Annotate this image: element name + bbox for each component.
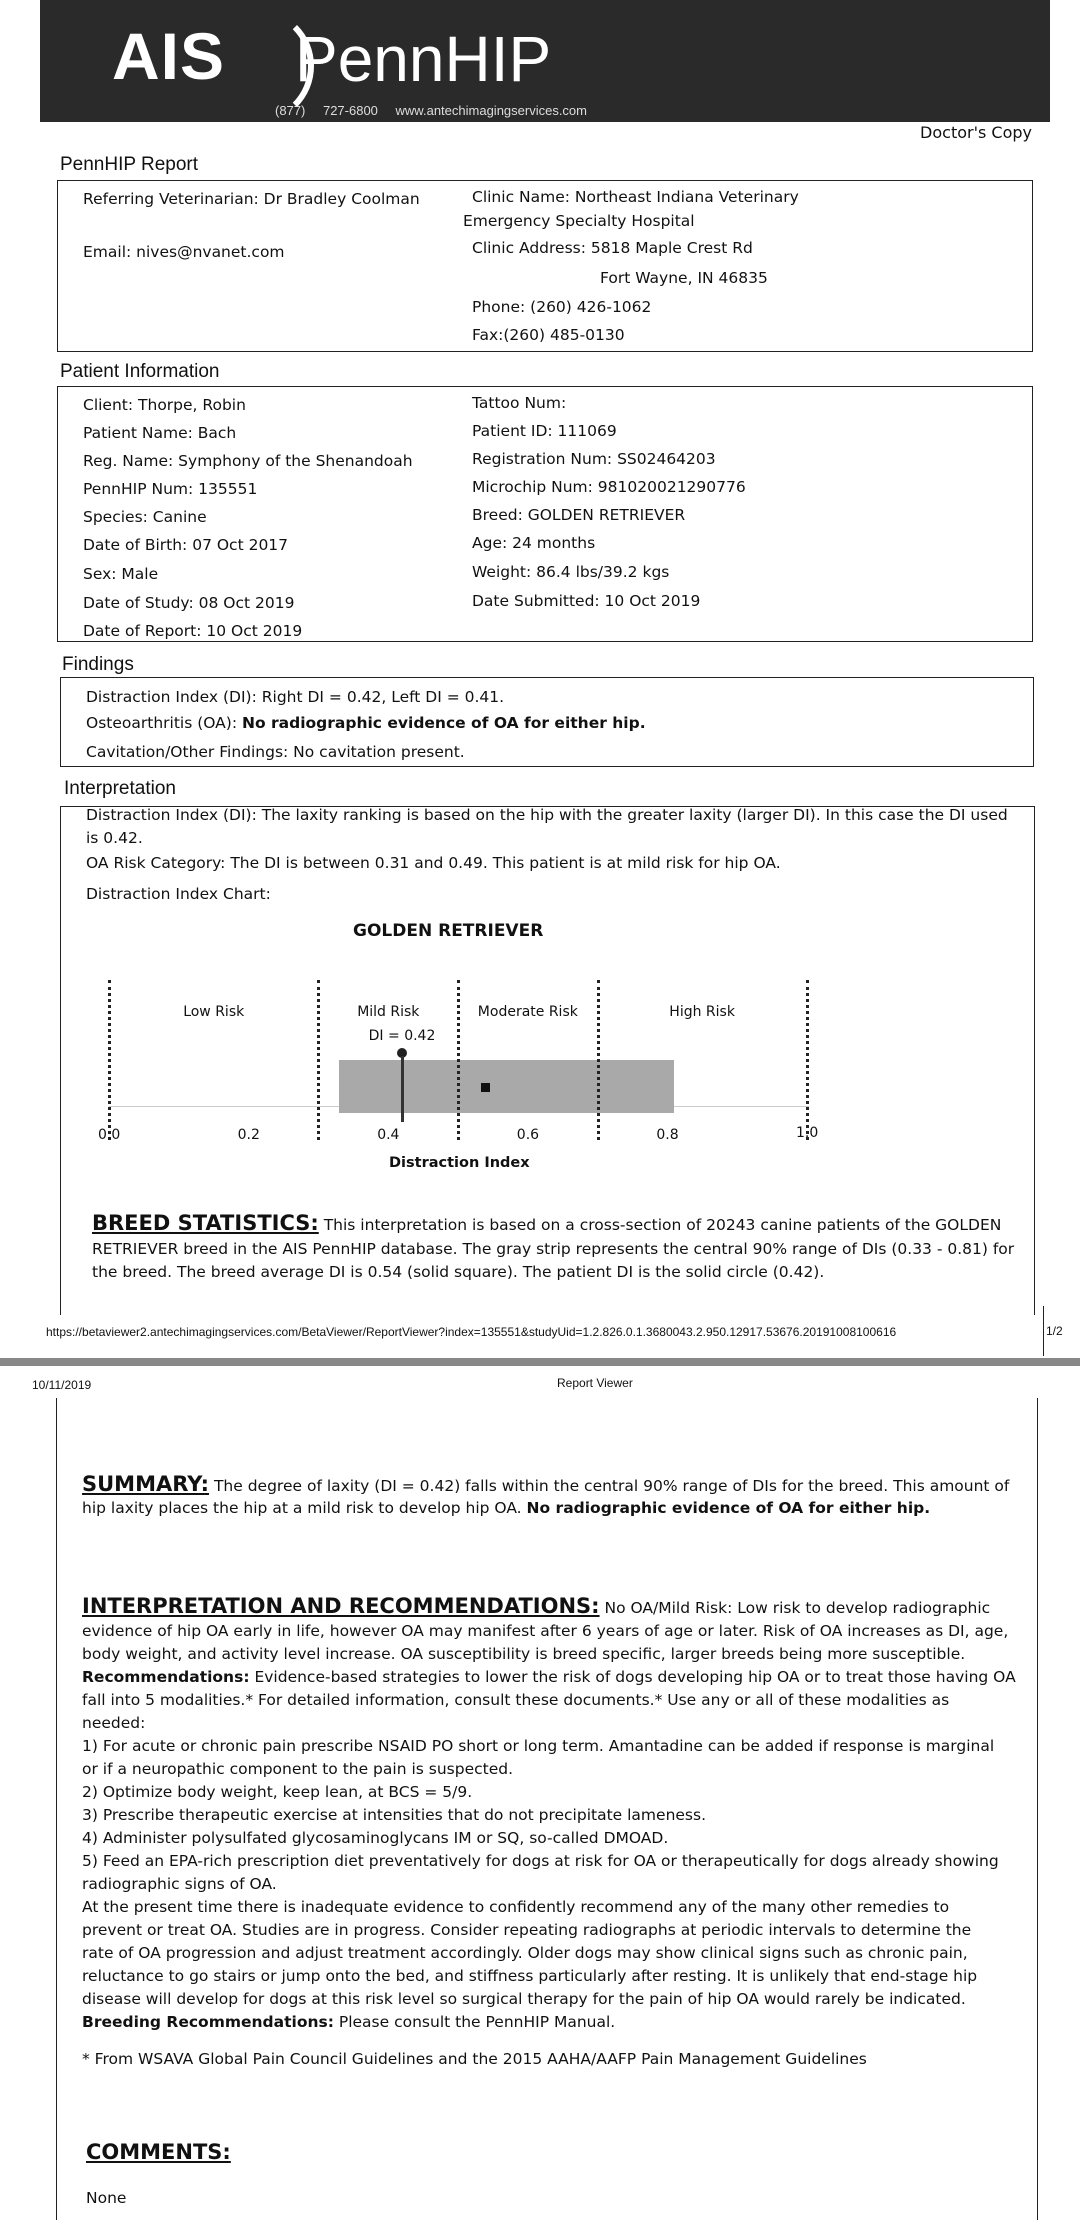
page1-number: 1/2 [1046, 1324, 1063, 1338]
patient-info-title: Patient Information [60, 361, 220, 382]
x-tick: 0.4 [377, 1127, 400, 1143]
chart-title: GOLDEN RETRIEVER [353, 921, 544, 941]
findings-cavitation: Cavitation/Other Findings: No cavitation present. [86, 743, 465, 761]
clinic-name: Clinic Name: Northeast Indiana Veterinary [472, 188, 799, 206]
rec-line: disease will develop for dogs at this risk level so surgical therapy for the pain of hip OA would rarely be indicated. [82, 1990, 966, 2008]
findings-oa-label: Osteoarthritis (OA): [86, 714, 242, 732]
footnote: * From WSAVA Global Pain Council Guidelines and the 2015 AAHA/AAFP Pain Management Guidelines [82, 2050, 867, 2068]
page-separator [0, 1358, 1080, 1366]
date-of-birth: Date of Birth: 07 Oct 2017 [83, 536, 289, 554]
findings-title: Findings [62, 654, 134, 675]
rec-item-4: 4) Administer polysulfated glycosaminoglycans IM or SQ, so-called DMOAD. [82, 1829, 669, 1847]
rec-item-1: 1) For acute or chronic pain prescribe NSAID PO short or long term. Amantadine can be added if response is marginal [82, 1737, 995, 1755]
interp-chart-label: Distraction Index Chart: [86, 885, 271, 903]
summary-line2: hip laxity places the hip at a mild risk to develop hip OA. [82, 1499, 527, 1517]
breed-stats-heading: BREED STATISTICS: [92, 1211, 319, 1235]
patient-di-label: DI = 0.42 [368, 1028, 436, 1044]
summary [82, 1474, 1022, 1517]
zone-label-mild: Mild Risk [357, 1004, 420, 1020]
microchip-num: Microchip Num: 981020021290776 [472, 478, 746, 496]
x-tick: 1.0 [796, 1125, 819, 1141]
summary-heading: SUMMARY: [82, 1472, 210, 1496]
zone-label-high: High Risk [669, 1004, 735, 1020]
comments-value: None [86, 2189, 127, 2207]
page2-left-border [56, 1398, 57, 2220]
rec-item-1-cont: or if a neuropathic component to the pain is suspected. [82, 1760, 514, 1778]
breed: Breed: GOLDEN RETRIEVER [472, 506, 686, 524]
rec-recommendations-label: Recommendations: [82, 1668, 250, 1686]
clinic-address: Clinic Address: 5818 Maple Crest Rd [472, 239, 753, 257]
weight: Weight: 86.4 lbs/39.2 kgs [472, 563, 670, 581]
report-title: PennHIP Report [60, 154, 199, 175]
doctors-copy-label: Doctor's Copy [920, 123, 1032, 142]
breed-statistics [92, 1213, 1022, 1280]
letterhead-website: www.antechimagingservices.com [395, 103, 587, 118]
summary-oa: No radiographic evidence of OA for either hip. [526, 1499, 931, 1517]
client: Client: Thorpe, Robin [83, 396, 246, 414]
rec-line: reluctance to go stairs or jump onto the bed, and stiffness particularly after resting. It is unlikely that end-stage hip [82, 1967, 978, 1985]
email: Email: nives@nvanet.com [83, 243, 285, 261]
interpretation-title: Interpretation [64, 778, 176, 799]
findings-oa [86, 716, 646, 732]
rec-line: At the present time there is inadequate evidence to confidently recommend any of the many other remedies to [82, 1898, 950, 1916]
x-tick: 0.2 [237, 1127, 260, 1143]
patient-name: Patient Name: Bach [83, 424, 237, 442]
rec-line: No OA/Mild Risk: Low risk to develop radiographic [599, 1599, 991, 1617]
zone-label-moderate: Moderate Risk [477, 1004, 578, 1020]
page2-date: 10/11/2019 [32, 1378, 92, 1392]
sex: Sex: Male [83, 565, 159, 583]
breeding-recommendations-label: Breeding Recommendations: [82, 2013, 334, 2031]
x-axis-label: Distraction Index [389, 1155, 530, 1171]
interp-risk: OA Risk Category: The DI is between 0.31 and 0.49. This patient is at mild risk for hip OA. [86, 854, 781, 872]
rec-line: Please consult the PennHIP Manual. [333, 2013, 616, 2031]
referring-vet: Referring Veterinarian: Dr Bradley Coolman [83, 190, 420, 208]
breed-stats-line3: the breed. The breed average DI is 0.54 (solid square). The patient DI is the solid circle (0.42). [92, 1262, 825, 1281]
findings-di: Distraction Index (DI): Right DI = 0.42, Left DI = 0.41. [86, 688, 505, 706]
breed-stats-line1: This interpretation is based on a cross-section of 20243 canine patients of the GOLDEN [318, 1216, 1002, 1234]
summary-line1: The degree of laxity (DI = 0.42) falls within the central 90% range of DIs for the breed. This amount of [209, 1477, 1010, 1495]
registration-num: Registration Num: SS02464203 [472, 450, 716, 468]
clinic-address-city: Fort Wayne, IN 46835 [600, 269, 768, 287]
tattoo-num: Tattoo Num: [472, 394, 567, 412]
rec-line: fall into 5 modalities.* For detailed information, consult these documents.* Use any or all of these modalities as [82, 1691, 950, 1709]
x-tick: 0.0 [98, 1127, 121, 1143]
page1-edge [1043, 1306, 1044, 1356]
rec-item-5: 5) Feed an EPA-rich prescription diet preventatively for dogs at risk for OA or therapeutically for dogs already showing [82, 1852, 999, 1870]
letterhead-phone: (877) 727-6800 [275, 103, 378, 118]
rec-line: body weight, and activity level increase. OA susceptibility is breed specific, larger breeds being more susceptible. [82, 1645, 966, 1663]
page2-title: Report Viewer [557, 1376, 633, 1390]
rec-line: rate of OA progression and adjust treatment accordingly. Older dogs may show clinical signs such as chronic pain, [82, 1944, 968, 1962]
recommendations-heading: INTERPRETATION AND RECOMMENDATIONS: [82, 1594, 600, 1618]
rec-line: Evidence-based strategies to lower the risk of dogs developing hip OA or to treat those having OA [249, 1668, 1016, 1686]
rec-line: needed: [82, 1714, 146, 1732]
x-tick: 0.6 [516, 1127, 540, 1143]
interp-di-line1: Distraction Index (DI): The laxity ranking is based on the hip with the greater laxity (larger DI). In this case the DI used [86, 806, 1008, 824]
comments-heading: COMMENTS: [86, 2140, 231, 2164]
rec-item-5-cont: radiographic signs of OA. [82, 1875, 277, 1893]
x-tick: 0.8 [656, 1127, 679, 1143]
clinic-fax: Fax:(260) 485-0130 [472, 326, 625, 344]
rec-item-3: 3) Prescribe therapeutic exercise at intensities that do not precipitate lameness. [82, 1806, 707, 1824]
date-submitted: Date Submitted: 10 Oct 2019 [472, 592, 701, 610]
date-of-study: Date of Study: 08 Oct 2019 [83, 594, 295, 612]
clinic-phone: Phone: (260) 426-1062 [472, 298, 652, 316]
date-of-report: Date of Report: 10 Oct 2019 [83, 622, 303, 640]
rec-line: evidence of hip OA early in life, however OA may manifest after 6 years of age or later. Risk of OA increases as DI, age, [82, 1622, 1009, 1640]
pennhip-num: PennHIP Num: 135551 [83, 480, 258, 498]
rec-item-2: 2) Optimize body weight, keep lean, at BCS = 5/9. [82, 1783, 473, 1801]
breed-stats-line2: RETRIEVER breed in the AIS PennHIP database. The gray strip represents the central 90% range of DIs (0.33 - 0.81) for [92, 1240, 1015, 1258]
page1-url: https://betaviewer2.antechimagingservices.com/BetaViewer/ReportViewer?index=135551&studyUid=1.2.826.0.1.3680043.2.950.12917.53676.20191008100616 [46, 1325, 897, 1339]
interp-di-line2: is 0.42. [86, 829, 143, 847]
page2-right-border [1037, 1398, 1038, 2220]
zone-label-low: Low Risk [183, 1004, 245, 1020]
findings-oa-value: No radiographic evidence of OA for either hip. [241, 714, 646, 732]
logo-ais: AIS [112, 19, 226, 93]
patient-id: Patient ID: 111069 [472, 422, 617, 440]
letterhead-contact [275, 103, 587, 118]
recommendations [82, 1595, 1027, 2071]
species: Species: Canine [83, 508, 207, 526]
clinic-name-cont: Emergency Specialty Hospital [463, 212, 695, 230]
rec-line: prevent or treat OA. Studies are in progress. Consider repeating radiographs at periodic intervals to determine the [82, 1921, 972, 1939]
reg-name: Reg. Name: Symphony of the Shenandoah [83, 452, 413, 470]
age: Age: 24 months [472, 534, 596, 552]
logo-pennhip: PennHIP [295, 23, 552, 95]
